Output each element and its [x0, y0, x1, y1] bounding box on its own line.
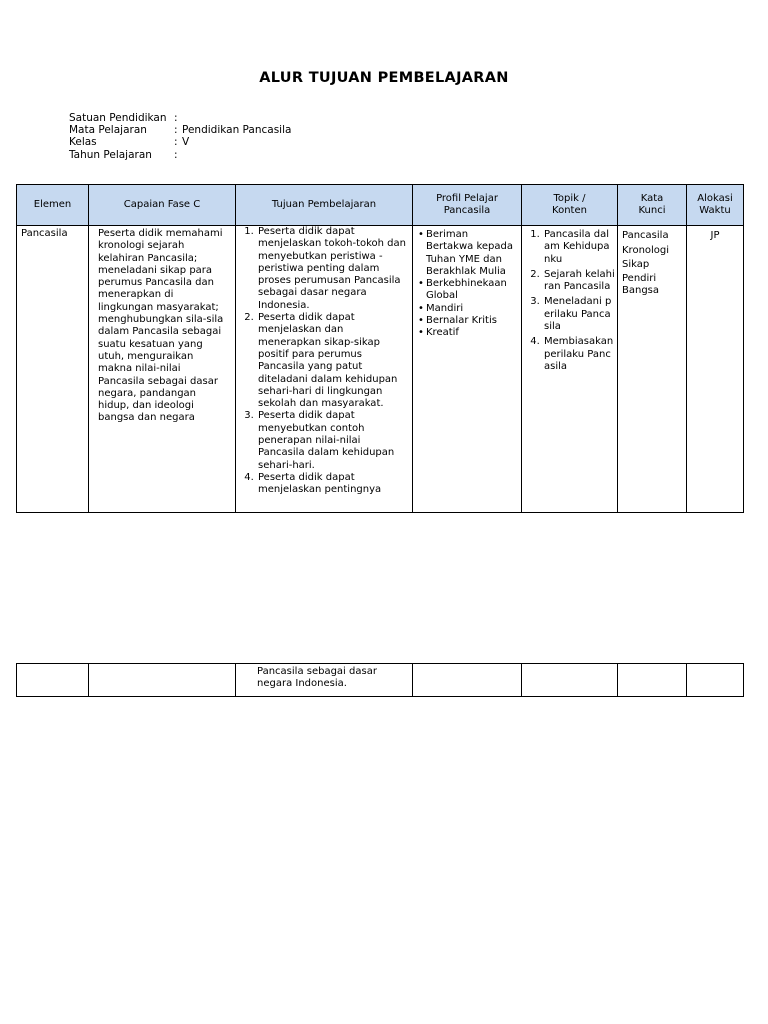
cell-profil — [413, 226, 522, 513]
tujuan-continuation-text: Pancasila sebagai dasar negara Indonesia. — [257, 666, 377, 690]
cell-tujuan — [236, 226, 413, 513]
header-alokasi: Alokasi Waktu — [687, 185, 744, 226]
kata-item: Pancasila — [622, 230, 669, 241]
list-item: 3. Meneladani perilaku Pancasila — [543, 296, 615, 333]
cell-capaian-cont — [89, 664, 236, 697]
meta-separator: : — [174, 124, 178, 137]
list-item: • Berkebhinekaan Global — [426, 278, 517, 303]
table-header-row — [17, 185, 744, 226]
topik-list — [526, 229, 615, 373]
cell-tujuan-cont — [236, 664, 413, 697]
header-capaian: Capaian Fase C — [89, 185, 236, 226]
tujuan-list — [240, 226, 408, 497]
cell-alokasi-cont — [687, 664, 744, 697]
cell-capaian — [89, 226, 236, 513]
cell-kata-cont — [618, 664, 687, 697]
atp-table-continuation — [16, 663, 744, 697]
kata-item: Kronologi — [622, 244, 670, 256]
cell-alokasi: JP — [687, 226, 744, 513]
meta-separator: : — [174, 148, 178, 161]
cell-profil-cont — [413, 664, 522, 697]
header-tujuan: Tujuan Pembelajaran — [236, 185, 413, 226]
cell-topik — [522, 226, 618, 513]
list-item: 1. Peserta didik dapat menjelaskan tokoh-tokoh dan menyebutkan peristiwa - peristiwa penting dalam proses perumusan Pancasila sebagai dasar negara Indonesia. — [257, 226, 408, 312]
list-item: • Kreatif — [426, 327, 517, 339]
cell-elemen: Pancasila — [17, 226, 89, 513]
table-row — [17, 226, 744, 513]
meta-label: Kelas — [69, 136, 97, 149]
list-item: 2. Sejarah kelahiran Pancasila — [543, 269, 615, 294]
document-title: ALUR TUJUAN PEMBELAJARAN — [259, 70, 509, 86]
meta-label: Satuan Pendidikan — [69, 112, 167, 124]
table-row — [17, 664, 744, 697]
cell-topik-cont — [522, 664, 618, 697]
header-kata: Kata Kunci — [618, 185, 687, 226]
meta-row-tahun — [69, 149, 291, 161]
meta-label: Tahun Pelajaran — [69, 148, 152, 161]
list-item: • Bernalar Kritis — [426, 315, 517, 327]
profil-list — [417, 229, 517, 340]
list-item: • Beriman Bertakwa kepada Tuhan YME dan Berakhlak Mulia — [426, 229, 517, 278]
kata-item: Sikap — [622, 259, 650, 270]
meta-value: Pendidikan Pancasila — [182, 124, 292, 137]
document-meta — [69, 112, 291, 161]
atp-table — [16, 184, 744, 513]
kata-item: Pendiri Bangsa — [622, 272, 660, 296]
meta-label: Mata Pelajaran — [69, 124, 147, 137]
meta-row-kelas — [69, 136, 291, 148]
list-item: 4. Peserta didik dapat menjelaskan pentingnya — [257, 472, 408, 497]
capaian-text: Peserta didik memahami kronologi sejarah kelahiran Pancasila; meneladani sikap para perumus Pancasila dan menerapkan di lingkungan masyarakat; menghubungkan sila-sila dalam Pancasila sebagai suatu kesatuan yang utuh, menguraikan makna nilai-nilai Pancasila sebagai dasar negara, pandangan hidup, dan ideologi bangsa dan negara — [98, 228, 224, 424]
meta-separator: : — [174, 112, 178, 124]
list-item: 3. Peserta didik dapat menyebutkan contoh penerapan nilai-nilai Pancasila dalam kehidupan sehari-hari. — [257, 410, 408, 471]
meta-row-mapel — [69, 124, 291, 136]
meta-value: V — [182, 136, 190, 149]
meta-separator: : — [174, 136, 178, 149]
list-item: 2. Peserta didik dapat menjelaskan dan menerapkan sikap-sikap positif para perumus Pancasila yang patut diteladani dalam kehidupan sehari-hari di lingkungan sekolah dan masyarakat. — [257, 312, 408, 410]
header-elemen: Elemen — [17, 185, 89, 226]
cell-elemen-cont — [17, 664, 89, 697]
cell-kata — [618, 226, 687, 513]
list-item: 1. Pancasila dalam Kehidupanku — [543, 229, 615, 266]
list-item: 4. Membiasakan perilaku Pancasila — [543, 336, 615, 373]
list-item: • Mandiri — [426, 303, 517, 315]
header-profil: Profil Pelajar Pancasila — [413, 185, 522, 226]
header-topik: Topik / Konten — [522, 185, 618, 226]
meta-row-satuan — [69, 112, 291, 124]
